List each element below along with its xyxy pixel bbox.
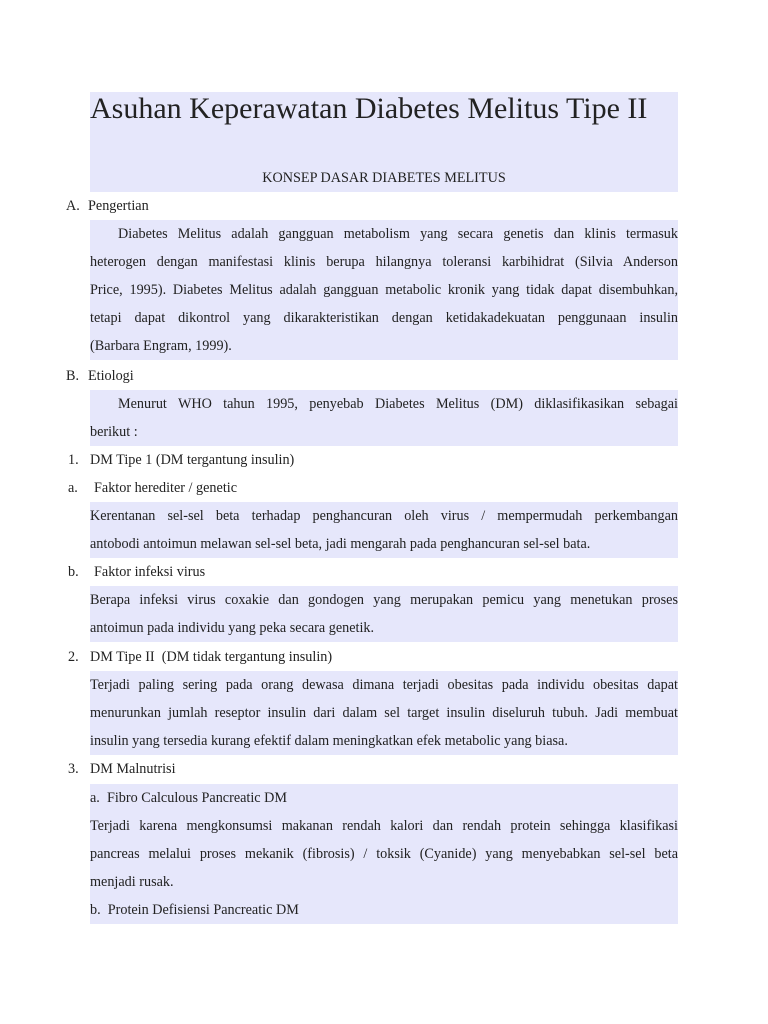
item-1b-paragraph [90,586,678,642]
section-heading: KONSEP DASAR DIABETES MELITUS [90,164,678,192]
item-1b-marker: b. [68,564,79,580]
paragraph-line: (Barbara Engram, 1999). [90,338,232,354]
section-b-paragraph [90,390,678,446]
paragraph-line: Terjadi paling sering pada orang dewasa dimana terjadi obesitas pada individu obesitas dapat [90,677,678,693]
item-1a-marker: a. [68,480,78,496]
paragraph-line: menurunkan jumlah reseptor insulin dari dalam sel target insulin diseluruh tubuh. Jadi membuat [90,705,678,721]
title-line-1: Asuhan Keperawatan Diabetes Melitus Tipe II [90,92,678,126]
paragraph-line: berikut : [90,424,138,440]
paragraph-line: insulin yang tersedia kurang efektif dalam meningkatkan efek metabolic yang biasa. [90,733,568,749]
paragraph-line: Price, 1995). Diabetes Melitus adalah gangguan metabolic kronik yang tidak dapat disembuhkan, [90,282,678,298]
item-1a-paragraph [90,502,678,558]
paragraph-line: antoimun pada individu yang peka secara genetik. [90,620,375,636]
section-b-label [66,362,134,390]
title-highlight-fill [90,126,678,164]
item-3-title: DM Malnutrisi [90,761,176,777]
item-1b-label [68,558,205,586]
section-a-marker: A. [66,198,80,214]
paragraph-line: heterogen dengan manifestasi klinis berupa hilangnya toleransi karbihidrat (Silvia Anderson [90,254,678,270]
item-1-label [68,446,294,474]
item-2-paragraph [90,671,678,755]
paragraph-line: pancreas melalui proses mekanik (fibrosis) / toksik (Cyanide) yang menyebabkan sel-sel beta [90,846,678,862]
paragraph-line: Kerentanan sel-sel beta terhadap penghancuran oleh virus / mempermudah perkembangan [90,508,678,524]
section-b-title: Etiologi [88,368,134,384]
paragraph-line: Berapa infeksi virus coxakie dan gondogen yang merupakan pemicu yang menetukan proses [90,592,678,608]
item-2-title: DM Tipe II (DM tidak tergantung insulin) [90,649,333,665]
item-3-label [68,755,176,783]
item-1a-label [68,474,237,502]
section-a-paragraph [90,220,678,360]
item-3-marker: 3. [68,761,79,777]
item-2-label [68,643,332,671]
item-1-marker: 1. [68,452,79,468]
item-1-title: DM Tipe 1 (DM tergantung insulin) [90,452,295,468]
section-a-title: Pengertian [88,198,149,214]
item-1b-title: Faktor infeksi virus [94,564,206,580]
item-2-marker: 2. [68,649,79,665]
section-a-label [66,192,149,220]
paragraph-line: Terjadi karena mengkonsumsi makanan rendah kalori dan rendah protein sehingga klasifikasi [90,818,678,834]
item-3b-title: b. Protein Defisiensi Pancreatic DM [90,902,299,918]
paragraph-line: tetapi dapat dikontrol yang dikarakteristikan dengan ketidakadekuatan penggunaan insulin [90,310,678,326]
section-b-marker: B. [66,368,80,384]
paragraph-line: antobodi antoimun melawan sel-sel beta, jadi mengarah pada penghancuran sel-sel bata. [90,536,591,552]
paragraph-line: Diabetes Melitus adalah gangguan metabolism yang secara genetis dan klinis termasuk [118,226,678,242]
item-3-block [90,784,678,924]
item-3a-title: a. Fibro Calculous Pancreatic DM [90,790,288,806]
paragraph-line: Menurut WHO tahun 1995, penyebab Diabetes Melitus (DM) diklasifikasikan sebagai [118,396,678,412]
item-1a-title: Faktor herediter / genetic [94,480,237,496]
paragraph-line: menjadi rusak. [90,874,174,890]
